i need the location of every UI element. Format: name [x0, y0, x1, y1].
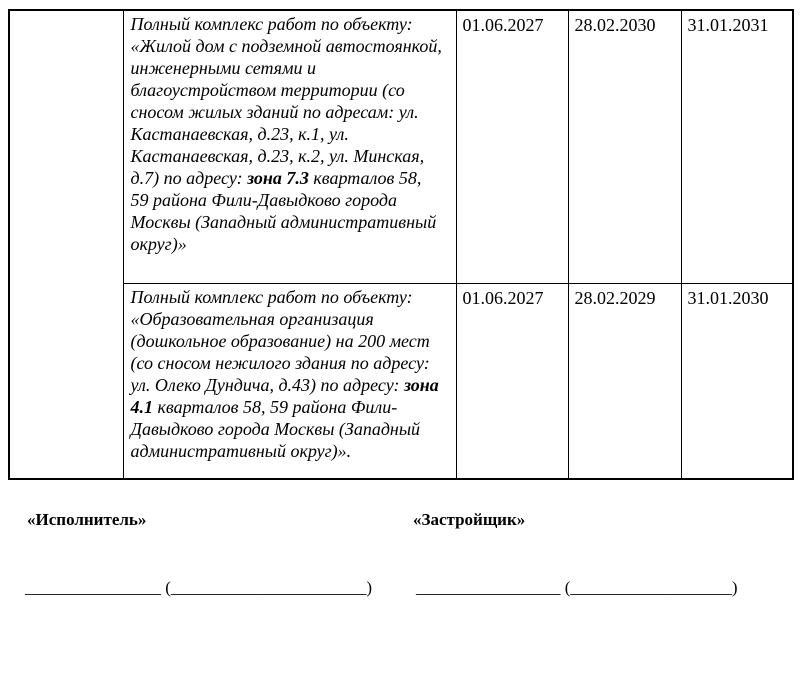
date-2-cell: 28.02.2030 — [568, 10, 681, 283]
date-3-cell: 31.01.2030 — [681, 283, 793, 479]
zone-bold-text: зона 4.1 — [130, 374, 439, 417]
row-number-cell — [9, 10, 123, 479]
works-schedule-table — [8, 9, 794, 480]
developer-heading: «Застройщик» — [413, 510, 526, 529]
date-1-cell: 01.06.2027 — [456, 283, 568, 479]
zone-bold-text: зона 7.3 — [247, 168, 309, 188]
work-description-cell — [123, 10, 456, 283]
work-description-text: Полный комплекс работ по объекту: «Образовательная организация (дошкольное образование) на 200 мест (со сносом нежилого здания по адресу: ул. Олеко Дундича, д.43) по адресу: — [130, 286, 430, 395]
date-2-cell: 28.02.2029 — [568, 283, 681, 479]
work-description-text: кварталов 58, 59 района Фили-Давыдково города Москвы (Западный административный округ)». — [130, 396, 421, 461]
executor-signature-line: ________________ (_______________________) — [25, 578, 373, 597]
date-3-cell: 31.01.2031 — [681, 10, 793, 283]
table-row — [9, 283, 793, 479]
date-1-cell: 01.06.2027 — [456, 10, 568, 283]
work-description-cell — [123, 283, 456, 479]
work-description-text: кварталов 58, 59 района Фили-Давыдково города Москвы (Западный административный округ)» — [130, 168, 437, 254]
executor-heading: «Исполнитель» — [27, 510, 147, 529]
table-row — [9, 10, 793, 283]
work-description-text: Полный комплекс работ по объекту: «Жилой дом с подземной автостоянкой, инженерными сетями и благоустройством территории (со сносом жилых зданий по адресам: ул. Кастанаевская, д.23, к.1, ул. Кастанаевская, д.23, к.2, ул. Минская, д.7) по адресу: — [130, 14, 442, 188]
developer-signature-line: _________________ (___________________) — [416, 578, 738, 597]
